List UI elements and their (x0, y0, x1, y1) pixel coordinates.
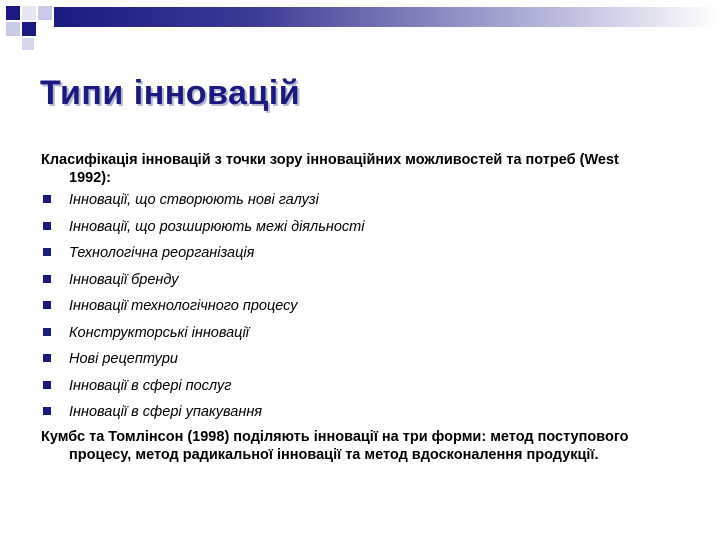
list-item-label: Нові рецептури (69, 351, 178, 367)
list-item-label: Технологічна реорганізація (69, 245, 255, 261)
decor-square (38, 6, 52, 20)
decor-square (6, 22, 20, 36)
slide-title: Типи інновацій (40, 74, 301, 112)
list-item (41, 403, 661, 430)
list-item (41, 377, 661, 404)
list-item (41, 297, 661, 324)
list-item-label: Конструкторські інновації (69, 324, 249, 341)
square-bullet-icon (43, 275, 51, 283)
list-item (41, 218, 661, 245)
decor-square (6, 6, 20, 20)
square-bullet-icon (43, 328, 51, 336)
list-item-label: Інновації в сфері послуг (69, 377, 232, 394)
list-item (41, 191, 661, 218)
decor-square (22, 6, 36, 20)
square-bullet-icon (43, 195, 51, 203)
list-item-label: Інновації технологічного процесу (69, 298, 298, 314)
list-item (41, 324, 661, 351)
slide-body (41, 151, 661, 430)
list-item (41, 244, 661, 271)
list-item-label: Інновації бренду (69, 271, 179, 288)
square-bullet-icon (43, 222, 51, 230)
square-bullet-icon (43, 381, 51, 389)
innovation-type-list (41, 191, 661, 430)
outro-text: Кумбс та Томлінсон (1998) поділяють інновації на три форми: метод поступового процесу, метод радикальної інновації та метод вдосконалення продукції. (41, 429, 629, 463)
list-item-label: Інновації, що розширюють межі діяльності (69, 218, 365, 235)
square-bullet-icon (43, 248, 51, 256)
list-item (41, 350, 661, 377)
list-item-label: Інновації в сфері упакування (69, 404, 263, 420)
header-gradient-bar (54, 7, 720, 27)
decor-square (22, 38, 34, 50)
decor-square (22, 22, 36, 36)
square-bullet-icon (43, 407, 51, 415)
list-item-label: Інновації, що створюють нові галузі (69, 192, 319, 208)
intro-text: Класифікація інновацій з точки зору інноваційних можливостей та потреб (West 1992): (41, 152, 619, 186)
square-bullet-icon (43, 354, 51, 362)
square-bullet-icon (43, 301, 51, 309)
list-item (41, 271, 661, 298)
